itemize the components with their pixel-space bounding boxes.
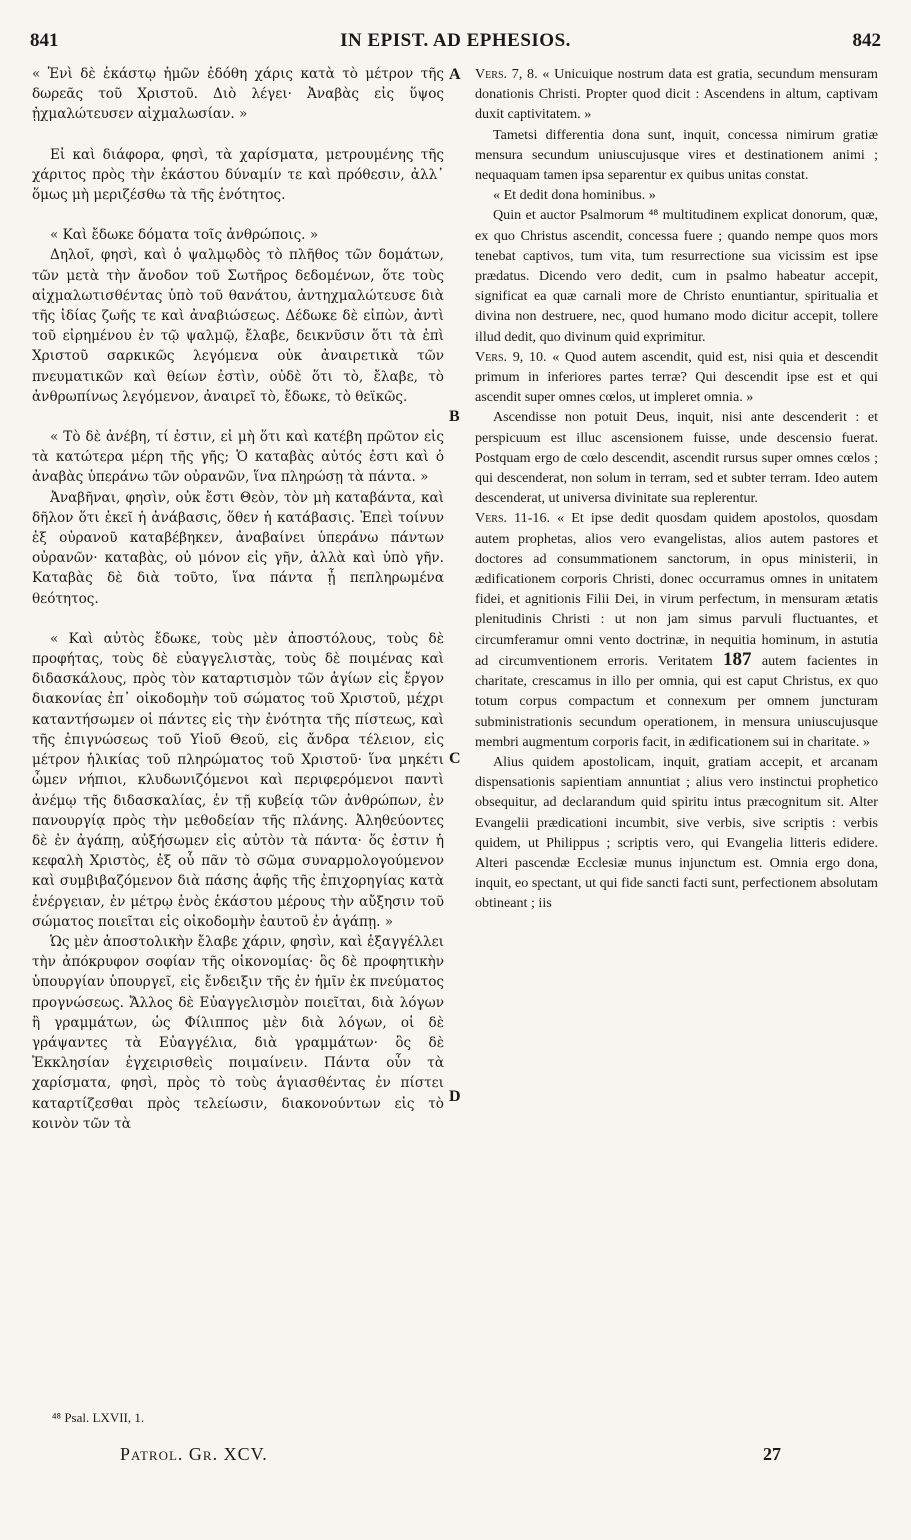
running-title: IN EPIST. AD EPHESIOS. <box>340 30 571 51</box>
margin-marker-a: A <box>449 66 461 83</box>
latin-verse-7-8: « Unicuique nostrum data est gratia, secundum mensuram donationis Christi. Propter quod dicit : Ascendens in altum, captivam duxit captivitatem. » <box>475 66 878 123</box>
latin-column <box>475 64 878 914</box>
greek-commentary-4: Ὡς μὲν ἀποστολικὴν ἔλαβε χάριν, φησὶν, καὶ ἐξαγγέλλει τὴν ἀπόκρυφον σοφίαν τῆς οἰκονομίας· ὃς δὲ προφητικὴν ὑπουργίαν ὑπουργεῖ, εἰς ἔνδειξιν τῆς ἐν ἡμῖν ἐκ πνεύματος προγνώσεως. Ἄλλος δὲ Εὐαγγελισμὸν ποιεῖται, διὰ λόγων ἢ γραμμάτων, ὡς Φίλιππος μὲν διὰ λόγων, οἱ δὲ γράψαντες τὰ Εὐαγγέλια, διὰ γραμμάτων· ὃς δὲ Ἐκκλησίαν ἐγχειρισθεὶς ποιμαίνειν. Πάντα οὖν τὰ χαρίσματα, φησὶ, πρὸς τὸ τοὺς ἁγιασθέντας ἐν πίστει καταρτίζεσθαι πρὸς τελείωσιν, διακονούντων εἰς τὸ κοινὸν τῶν τὰ <box>32 933 444 1132</box>
latin-commentary-4: Alius quidem apostolicam, inquit, gratiam accepit, et arcanam dispensationis sapientiam annuntiat ; alius vero instinctui prophetico obsequitur, ad declarandum quid spiritu intus præcognitum sit. Alter Evangelii prædicationi incumbit, sive verbis, sive scriptis : verbis quidem, ut Philippus ; scriptis vero, qui Evangelia litteris edidere. Alteri pascendæ Ecclesiæ munus injunctum est. Omnia ergo dona, inquit, eo spectant, ut qui fide sancti facti sunt, perfectionem absolutam obtineant ; iis <box>475 753 878 912</box>
running-header <box>30 30 881 56</box>
verse-label-11-16: Vers. 11-16. <box>475 510 551 527</box>
greek-commentary-1: Εἰ καὶ διάφορα, φησὶ, τὰ χαρίσματα, μετρουμένης τῆς χάριτος πρὸς τὴν ἑκάστου δύναμίν τε καὶ πρόθεσιν, ἀλλ᾽ ὅμως μὴ μεριζέσθω τὰ τῆς ἑνότητος. <box>32 146 444 204</box>
margin-marker-d: D <box>449 1088 461 1105</box>
left-page-number: 841 <box>30 30 59 51</box>
margin-marker-b: B <box>449 408 460 425</box>
greek-verse-dona: « Καὶ ἔδωκε δόματα τοῖς ἀνθρώποις. » <box>50 227 319 244</box>
greek-commentary-3: Ἀναβῆναι, φησὶν, οὐκ ἔστι Θεὸν, τὸν μὴ καταβάντα, καὶ δῆλον ὅτι ἐκεῖ ἡ ἀνάβασις, ὅθεν ἡ κατάβασις. Ἐπεὶ τοίνυν ἐξ οὐρανοῦ καταβέβηκεν, ἀναβαίνει ὑπεράνω πάντων οὐρανῶν· καταβὰς, οὐ μόνον εἰς γῆν, ἀλλὰ καὶ ὑπὸ γῆν. Καταβὰς δὲ διὰ τοῦτο, ἵνα πάντα ᾖ πεπληρωμένα θεότητος. <box>32 489 444 607</box>
latin-verse-11-16-part2: autem facientes in charitate, crescamus in illo per omnia, qui est caput Christus, ex quo totum corpus compactum et connexum per omnem juncturam subministrationis secundum operationem, in mensura uniuscujusque membri augmentum corporis facit, in ædificationem sui in charitate. » <box>475 652 878 750</box>
right-page-number: 842 <box>852 30 881 51</box>
greek-verse-9-10: « Τὸ δὲ ἀνέβη, τί ἐστιν, εἰ μὴ ὅτι καὶ κατέβη πρῶτον εἰς τὰ κατώτερα μέρη τῆς γῆς; Ὁ καταβὰς αὐτός ἐστι καὶ ὁ ἀναβὰς ὑπεράνω τῶν οὐρανῶν, ἵνα πληρώσῃ τὰ πάντα. » <box>32 429 444 486</box>
footnote: ⁴⁸ Psal. LXVII, 1. <box>52 1410 145 1425</box>
latin-verse-9-10: « Quod autem ascendit, quid est, nisi quia et descendit primum in inferiores partes terræ? Qui descendit ipse est et qui ascendit super omnes cœlos, ut impleret omnia. » <box>475 348 878 406</box>
greek-column <box>32 64 444 1134</box>
greek-commentary-2: Δηλοῖ, φησὶ, καὶ ὁ ψαλμῳδὸς τὸ πλῆθος τῶν δομάτων, τῶν μετὰ τὴν ἄνοδον τοῦ Σωτῆρος δεδομένων, ὅτε τοὺς αἰχμαλωτισθέντας ὑπὸ τοῦ θανάτου, ἀντηχμαλώτευσε διὰ τῆς ἰδίας ζωῆς τε καὶ ἀναβιώσεως. Δέδωκε δὲ εἰπὼν, ἀντὶ τοῦ εἰρημένου ἐν τῷ ψαλμῷ, ἔλαβε, δεικνῦσιν ὅτι τὰ ἐπὶ Χριστοῦ σαρκικῶς λεγόμενα οὐκ ἀναιρετικὰ τῶν πνευματικῶν καὶ θείων ἐστὶν, οὐδὲ ὅτι τὸ, ἔλαβε, τὸ ἀνθρωπίνως λεγόμενον, ἀναιρεῖ τὸ, ἔδωκε, τὸ θεϊκῶς. <box>32 247 444 405</box>
margin-marker-c: C <box>449 750 461 767</box>
verse-label-7-8: Vers. 7, 8. <box>475 66 538 82</box>
latin-verse-11-16-part1: « Et ipse dedit quosdam quidem apostolos, quosdam autem prophetas, alios vero evangelistas, alios autem pastores et doctores ad consummationem sanctorum, in opus ministerii, in ædificationem corporis Christi, donec occurramus omnes in unitatem fidei, et agnitionis Filii Dei, in virum perfectum, in mensuram ætatis plenitudinis Christi : ut non jam simus parvuli fluctuantes, et circumferamur omni vento doctrinæ, in nequitia hominum, in astutia ad circumventionem erroris. Veritatem <box>475 510 878 669</box>
latin-commentary-2: Quin et auctor Psalmorum ⁴⁸ multitudinem explicat donorum, quæ, ex quo Christus ascendit, concessa fuere ; quando nempe quos mors tenebat captivos, tum vita, tum resurrectione sua vicissim est ipse prædatus. Dicendo vero dedit, cum in psalmo habeatur accepit, significat ea quæ carnali more de Christo enuntiantur, spiritualia et divina non destruere, nec, quod humano modo dicitur accepit, tollere illud dedit, quo divinum quid exprimitur. <box>475 207 878 345</box>
gathering-number: 27 <box>763 1444 781 1464</box>
latin-commentary-1: Tametsi differentia dona sunt, inquit, concessa nimirum gratiæ mensura secundum uniuscujusque vires et destinationem animi ; nequaquam tamen ipsa separentur ex quibus unitas constat. <box>475 126 878 184</box>
greek-verse-7-8: « Ἑνὶ δὲ ἑκάστῳ ἡμῶν ἐδόθη χάρις κατὰ τὸ μέτρον τῆς δωρεᾶς τοῦ Χριστοῦ. Διὸ λέγει· Ἀναβὰς εἰς ὕψος ᾐχμαλώτευσεν αἰχμαλωσίαν. » <box>32 66 444 123</box>
column-number: 187 <box>723 648 752 670</box>
verse-label-9-10: Vers. 9, 10. <box>475 348 547 365</box>
latin-commentary-3: Ascendisse non potuit Deus, inquit, nisi ante descenderit : et perspicuum est illuc ascensionem fuisse, unde descensio fuerat. Postquam ergo de cœlo descendit, ascendit rursus super omnes cœlos ; qui descenderat, non solum in terram, sed et subter terram. Ideo autem descenderat, ut universa divinitate sua replerentur. <box>475 409 878 507</box>
greek-verse-11-16: « Καὶ αὐτὸς ἔδωκε, τοὺς μὲν ἀποστόλους, τοὺς δὲ προφήτας, τοὺς δὲ εὐαγγελιστὰς, τοὺς δὲ ποιμένας καὶ διδασκάλους, πρὸς τὸν καταρτισμὸν τῶν ἁγίων εἰς ἔργον διακονίας ἐπ᾽ οἰκοδομὴν τοῦ σώματος τοῦ Χριστοῦ, μέχρι καταντήσωμεν οἱ πάντες εἰς τὴν ἑνότητα τῆς πίστεως, καὶ τῆς ἐπιγνώσεως τοῦ Υἱοῦ Θεοῦ, εἰς ἄνδρα τέλειον, εἰς μέτρον ἡλικίας τοῦ πληρώματος τοῦ Χριστοῦ· ἵνα μηκέτι ὦμεν νήπιοι, κλυδωνιζόμενοι καὶ περιφερόμενοι παντὶ ἀνέμῳ τῆς διδασκαλίας, ἐν τῇ κυβείᾳ τῶν ἀνθρώπων, ἐν πανουργίᾳ πρὸς τὴν μεθοδείαν τῆς πλάνης. Ἀληθεύοντες δὲ ἐν ἀγάπῃ, αὐξήσωμεν εἰς αὐτὸν τὰ πάντα· ὅς ἐστιν ἡ κεφαλὴ Χριστὸς, ἐξ οὗ πᾶν τὸ σῶμα συναρμολογούμενον καὶ συμβιβαζόμενον διὰ πάσης ἁφῆς τῆς ἐπιχορηγίας κατὰ ἐνέργειαν, ἐν μέτρῳ ἑνὸς ἑκάστου μέρους τὴν αὔξησιν τοῦ σώματος ποιεῖται εἰς οἰκοδομὴν ἑαυτοῦ ἐν ἀγάπῃ. » <box>32 630 444 930</box>
series-signature: Patrol. Gr. XCV. <box>120 1444 268 1464</box>
latin-verse-dona: « Et dedit dona hominibus. » <box>493 187 656 204</box>
